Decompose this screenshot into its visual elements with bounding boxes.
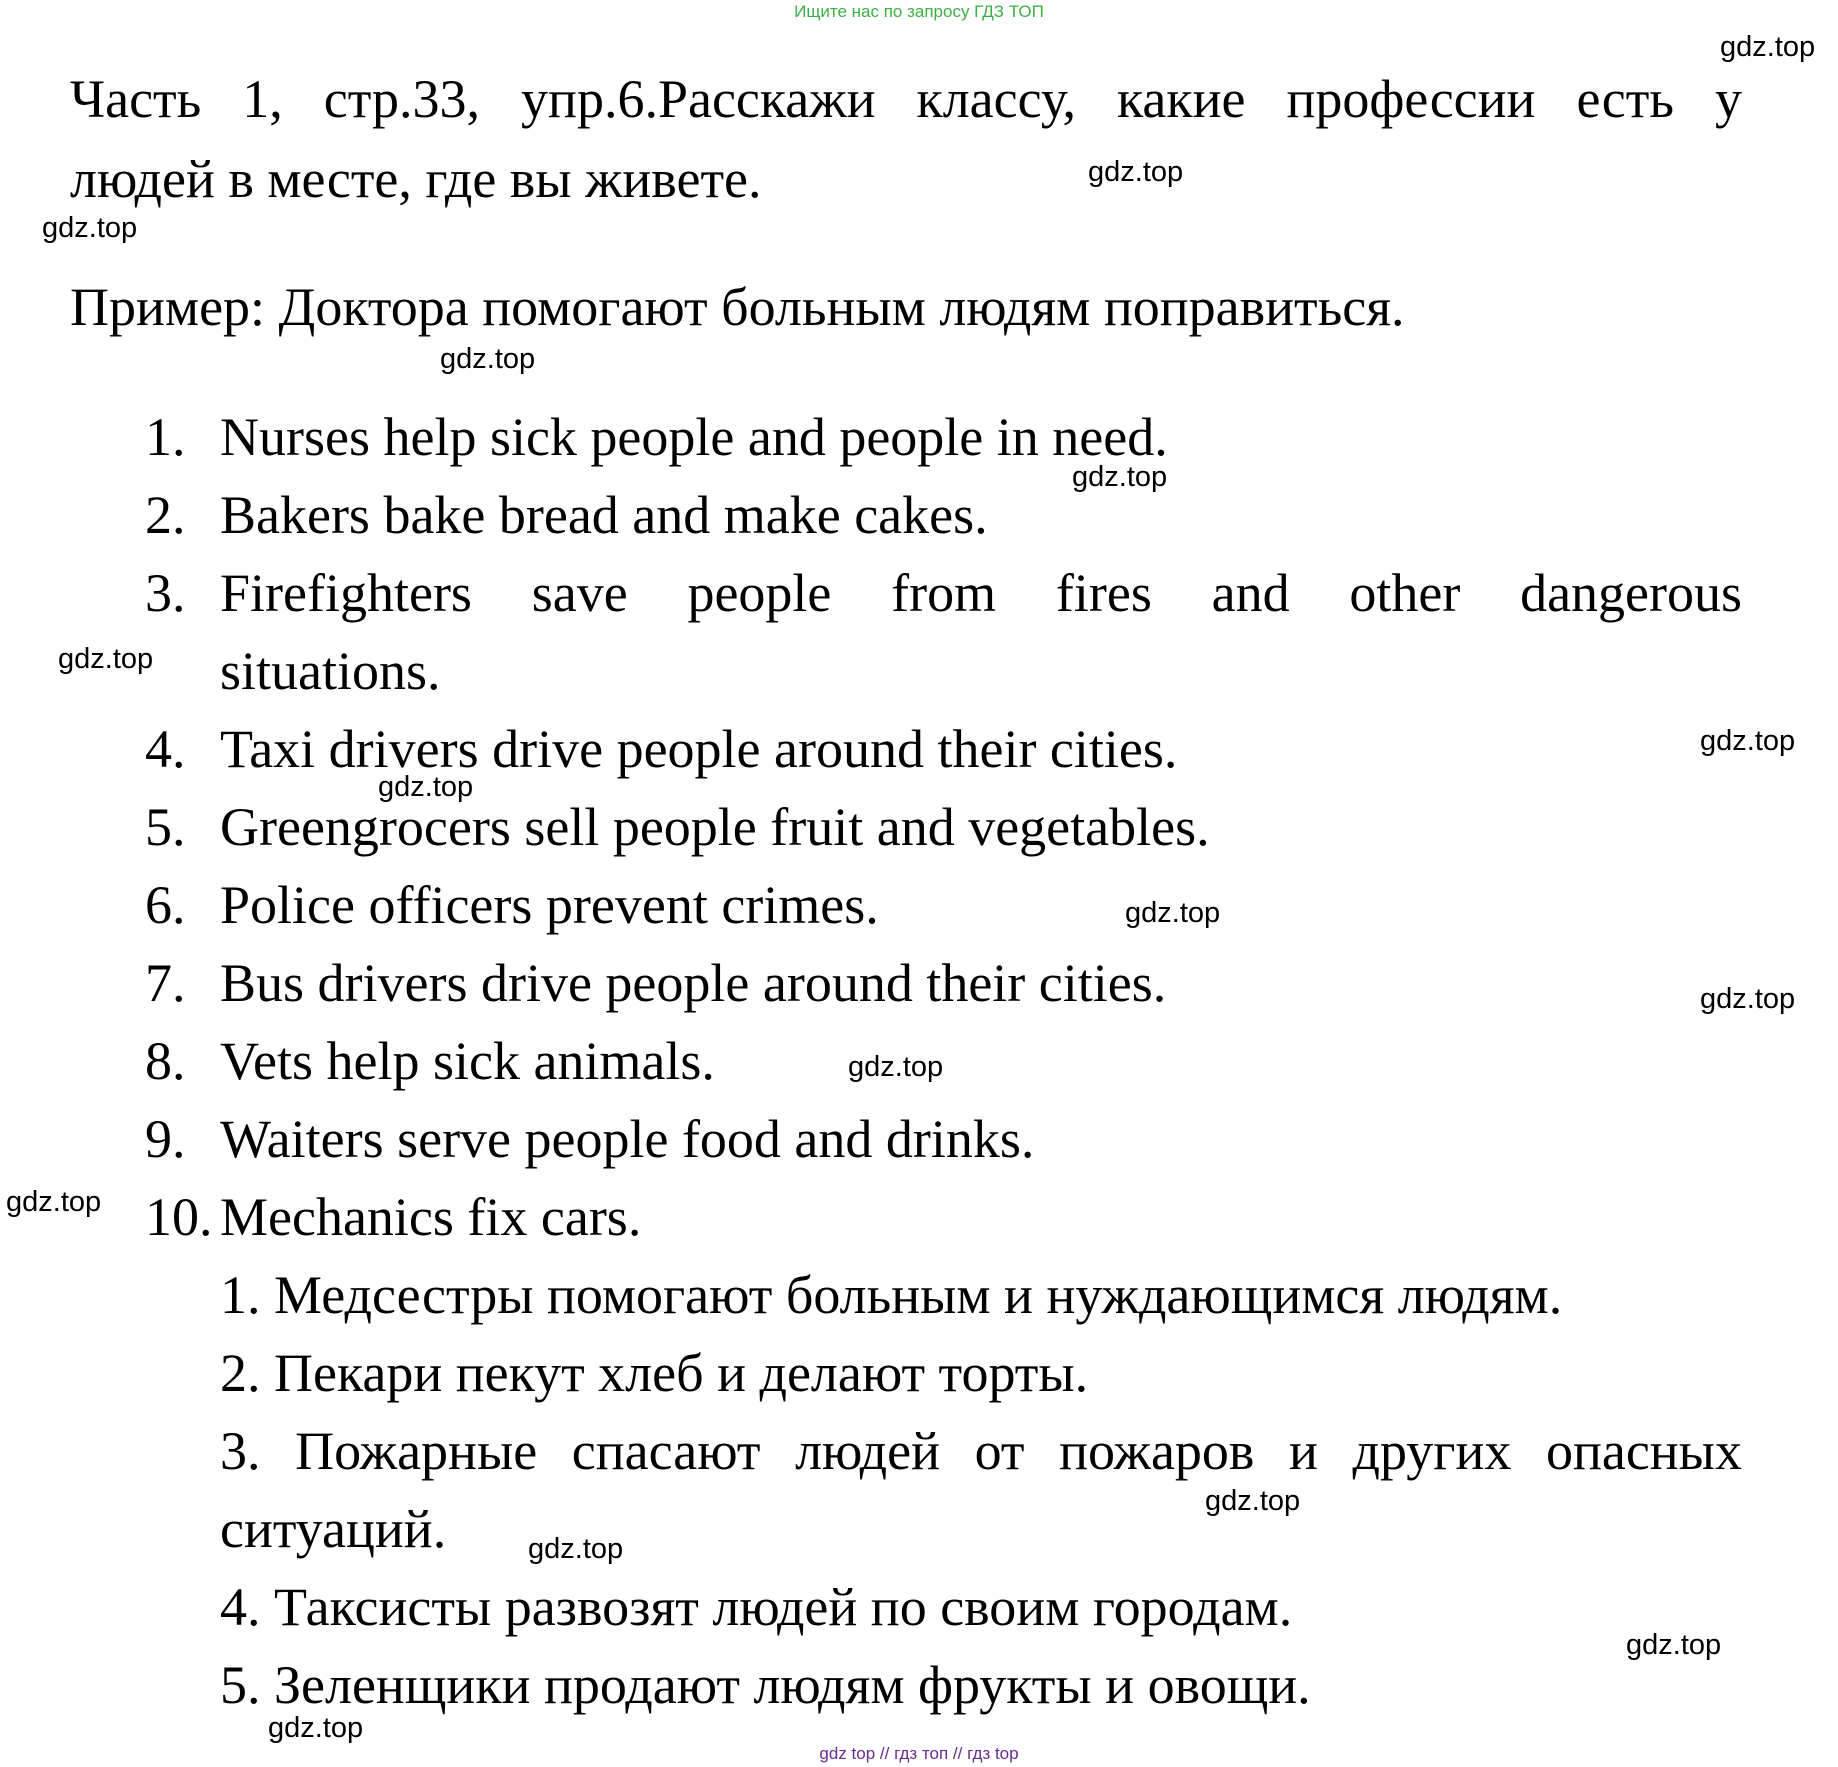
item-word: пожаров (1059, 1421, 1255, 1481)
task-word: профессии (1286, 69, 1536, 129)
item-text: Police officers prevent crimes. (220, 875, 879, 935)
item-text: Nurses help sick people and people in need. (220, 407, 1168, 467)
item-word: Пожарные (295, 1421, 538, 1481)
watermark: gdz.top (378, 771, 474, 803)
item-text: Vets help sick animals. (220, 1031, 715, 1091)
item-word: people (687, 563, 832, 623)
task-line-1 (70, 69, 1742, 129)
watermark: gdz.top (42, 212, 138, 244)
item-word: from (891, 563, 997, 623)
item-word: опасных (1545, 1421, 1742, 1481)
item-number: 9. (145, 1109, 186, 1169)
task-word: у (1714, 69, 1742, 129)
item-number: 6. (145, 875, 186, 935)
watermark: gdz.top (268, 1712, 364, 1744)
top-banner[interactable]: Ищите нас по запросу ГДЗ ТОП (794, 2, 1044, 21)
item-text: Mechanics fix cars. (220, 1187, 642, 1247)
task-word: есть (1576, 69, 1674, 129)
watermark: gdz.top (528, 1533, 624, 1565)
item-text (220, 563, 1742, 623)
watermark: gdz.top (1125, 897, 1221, 929)
task-word: какие (1116, 69, 1246, 129)
translation-item: 2. Пекари пекут хлеб и делают торты. (220, 1343, 1089, 1403)
watermark: gdz.top (1088, 156, 1184, 188)
item-text: Taxi drivers drive people around their cities. (220, 719, 1178, 779)
item-word: other (1349, 563, 1461, 623)
translation-item: 5. Зеленщики продают людям фрукты и овощи. (220, 1655, 1311, 1715)
task-line-2: людей в месте, где вы живете. (70, 149, 762, 209)
item-number: 5. (145, 797, 186, 857)
watermark: gdz.top (1205, 1485, 1301, 1517)
watermark: gdz.top (440, 343, 536, 375)
watermark: gdz.top (1720, 31, 1816, 63)
item-word: dangerous (1520, 563, 1742, 623)
item-number: 7. (145, 953, 186, 1013)
item-word: 3. (220, 1421, 261, 1481)
item-text-continuation: situations. (220, 641, 441, 701)
watermark: gdz.top (1700, 983, 1796, 1015)
item-word: fires (1055, 563, 1152, 623)
item-number: 2. (145, 485, 186, 545)
item-word: save (531, 563, 628, 623)
item-word: от (974, 1421, 1025, 1481)
item-word: and (1211, 563, 1290, 623)
watermark: gdz.top (848, 1051, 944, 1083)
item-number: 3. (145, 563, 186, 623)
watermark: gdz.top (1072, 461, 1168, 493)
item-number: 4. (145, 719, 186, 779)
item-word: людей (795, 1421, 940, 1481)
item-word: и (1289, 1421, 1318, 1481)
translation-item-continuation: ситуаций. (220, 1499, 447, 1559)
example-line: Пример: Доктора помогают больным людям поправиться. (70, 277, 1405, 337)
item-text: Waiters serve people food and drinks. (220, 1109, 1035, 1169)
item-word: спасают (571, 1421, 761, 1481)
item-word: Firefighters (220, 563, 472, 623)
item-number: 1. (145, 407, 186, 467)
task-word: Часть (70, 69, 202, 129)
item-text: Bus drivers drive people around their cities. (220, 953, 1167, 1013)
translation-item: 1. Медсестры помогают больным и нуждающимся людям. (220, 1265, 1563, 1325)
watermark: gdz.top (58, 643, 154, 675)
task-word: упр.6.Расскажи (521, 69, 876, 129)
bottom-banner[interactable]: gdz top // гдз топ // гдз top (819, 1744, 1019, 1763)
task-word: 1, (242, 69, 283, 129)
watermark: gdz.top (1700, 725, 1796, 757)
translation-item (220, 1421, 1742, 1481)
item-text: Bakers bake bread and make cakes. (220, 485, 988, 545)
watermark: gdz.top (1626, 1629, 1722, 1661)
translation-item: 4. Таксисты развозят людей по своим городам. (220, 1577, 1293, 1637)
task-word: классу, (916, 69, 1076, 129)
item-text: Greengrocers sell people fruit and vegetables. (220, 797, 1210, 857)
item-number: 8. (145, 1031, 186, 1091)
watermark: gdz.top (6, 1186, 102, 1218)
item-number: 10. (145, 1187, 213, 1247)
task-word: стр.33, (323, 69, 481, 129)
item-word: других (1352, 1421, 1512, 1481)
